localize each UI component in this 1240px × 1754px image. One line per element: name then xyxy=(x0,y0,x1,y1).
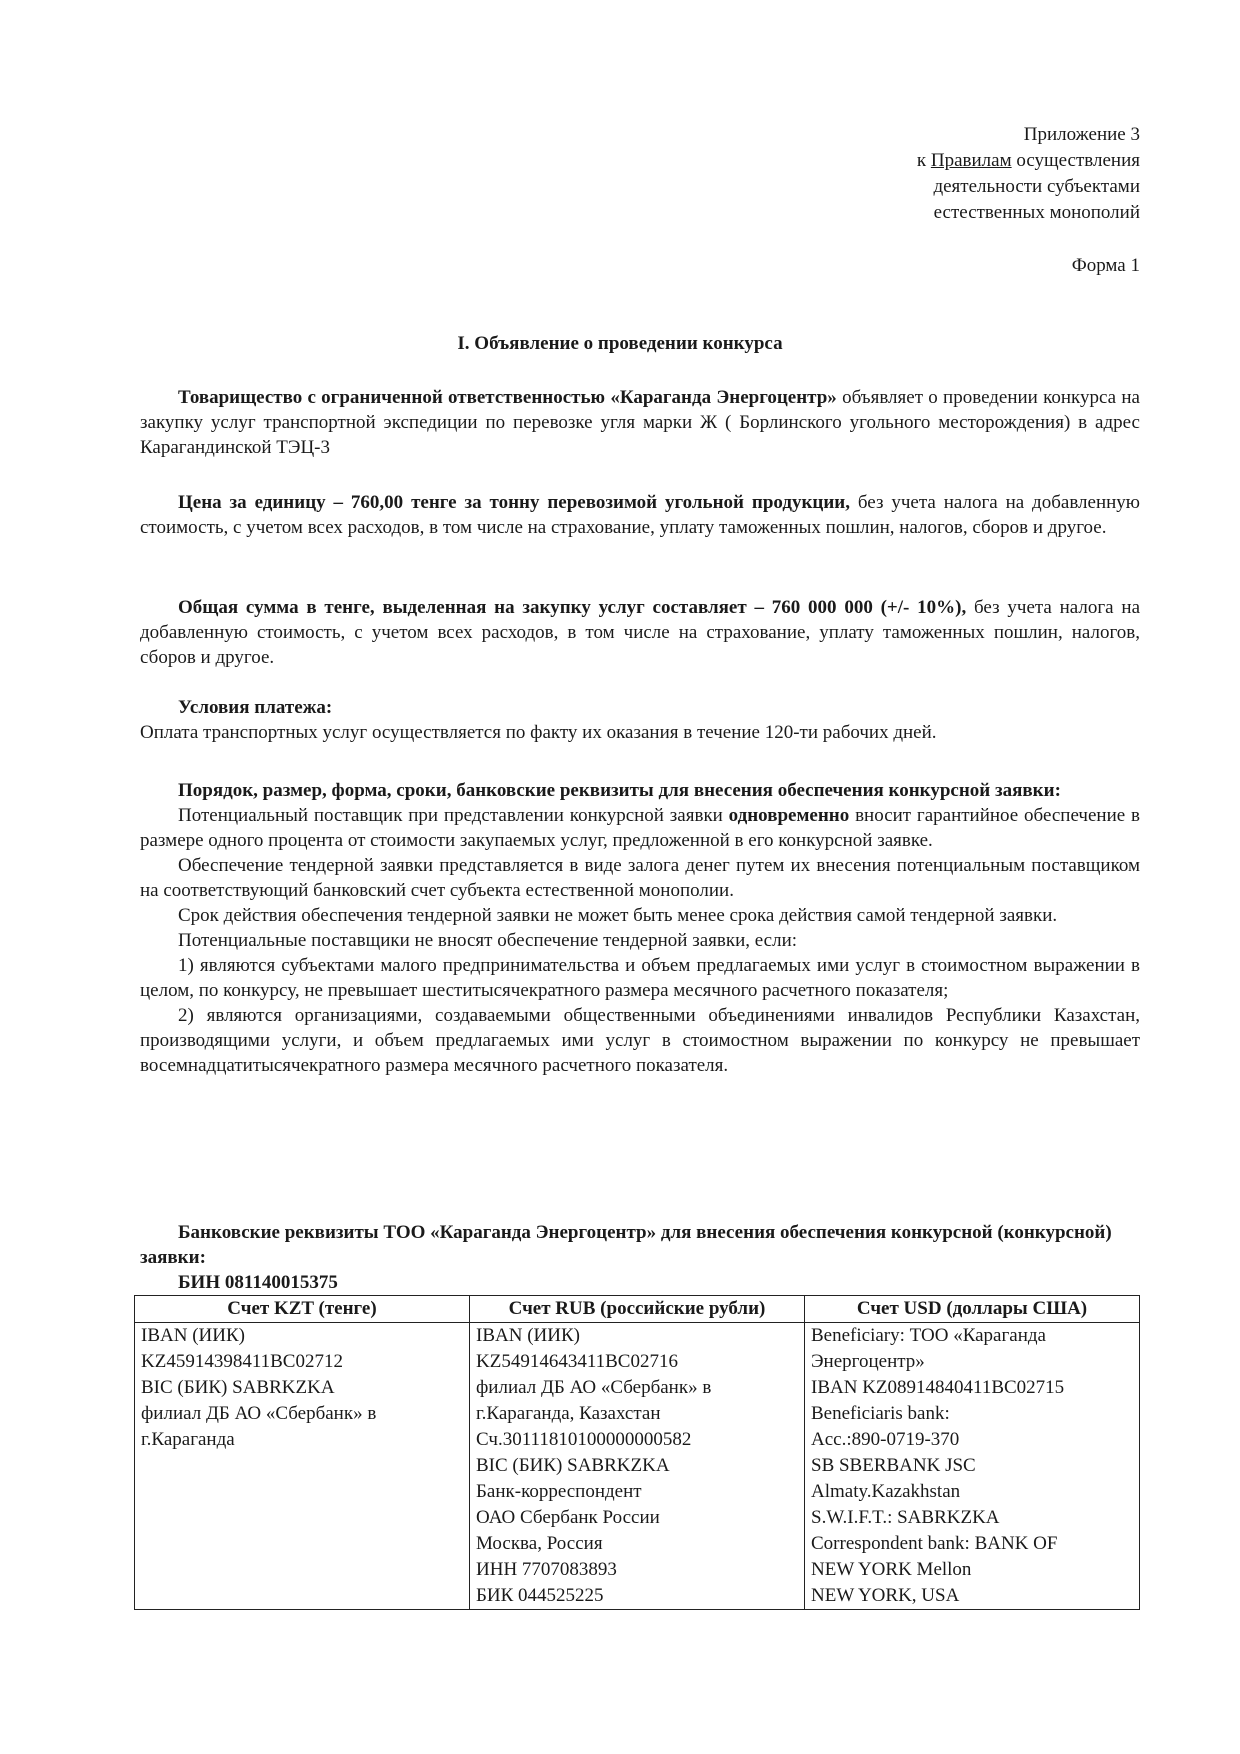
usd-line: SB SBERBANK JSC xyxy=(811,1455,976,1476)
payment-terms-heading: Условия платежа: xyxy=(178,697,333,718)
unit-price-text: без учета налога на добавленную стоимость, с учетом всех расходов, в том числе на страхование, уплату таможенных пошлин, налогов, сборов и другое. xyxy=(140,492,1140,538)
rules-link[interactable]: Правилам xyxy=(930,150,1012,171)
column-header-rub: Счет RUB (российские рубли) xyxy=(470,1296,805,1323)
payment-terms-text: Оплата транспортных услуг осуществляется по факту их оказания в течение 120-ти рабочих дней. xyxy=(140,722,937,743)
usd-line: Acc.:890-0719-370 xyxy=(811,1429,960,1450)
appendix-header xyxy=(917,122,1140,226)
total-sum: Общая сумма в тенге, выделенная на закупку услуг составляет – 760 000 000 (+/- 10%), xyxy=(178,597,967,618)
appendix-line-3: деятельности субъектами xyxy=(933,176,1140,197)
appendix-suffix: осуществления xyxy=(1011,150,1140,171)
announcement-text: объявляет о проведении конкурса на закупку услуг транспортной экспедиции по перевозке угля марки Ж ( Борлинского угольного месторождения) в адрес Карагандинской ТЭЦ-3 xyxy=(140,387,1140,458)
guarantee-heading: Порядок, размер, форма, сроки, банковские реквизиты для внесения обеспечения конкурсной заявки: xyxy=(178,780,1061,801)
rub-line: BIC (БИК) SABRKZKA xyxy=(476,1455,670,1476)
guarantee-section xyxy=(140,778,1140,1078)
exemption-1: 1) являются субъектами малого предпринимательства и объем предлагаемых ими услуг в стоимостном выражении в целом, по конкурсу, не превышает шеститысячекратного размера месячного расчетного показателя; xyxy=(140,955,1140,1001)
total-sum-paragraph xyxy=(140,595,1140,670)
table-header-row xyxy=(135,1296,1140,1323)
usd-line: IBAN KZ08914840411BC02715 xyxy=(811,1377,1065,1398)
column-header-usd: Счет USD (доллары США) xyxy=(805,1296,1140,1323)
usd-line: Correspondent bank: BANK OF xyxy=(811,1533,1058,1554)
rub-line: Сч.30111810100000000582 xyxy=(476,1429,692,1450)
guarantee-sentence-4: Потенциальные поставщики не вносят обеспечение тендерной заявки, если: xyxy=(178,930,798,951)
guarantee-s1a: Потенциальный поставщик при представлении конкурсной заявки xyxy=(178,805,729,826)
unit-price: Цена за единицу – 760,00 тенге за тонну перевозимой угольной продукции, xyxy=(178,492,850,513)
company-name: Товарищество с ограниченной ответственностью «Караганда Энергоцентр» xyxy=(178,387,837,408)
exemption-2: 2) являются организациями, создаваемыми общественными объединениями инвалидов Республики Казахстан, производящими услуги, и объем предлагаемых ими услуг в стоимостном выражении по конкурсу не превышает восемнадцатитысячекратного размера месячного расчетного показателя. xyxy=(140,1005,1140,1076)
guarantee-sentence-2: Обеспечение тендерной заявки представляется в виде залога денег путем их внесения потенциальным поставщиком на соответствующий банковский счет субъекта естественной монополии. xyxy=(140,855,1140,901)
appendix-line-4: естественных монополий xyxy=(933,202,1140,223)
usd-line: Beneficiaris bank: xyxy=(811,1403,950,1424)
kzt-line: г.Караганда xyxy=(141,1429,235,1450)
kzt-line: IBAN (ИИК) xyxy=(141,1325,245,1346)
bank-details-table xyxy=(134,1295,1140,1610)
announcement-paragraph xyxy=(140,385,1140,460)
rub-line: ИНН 7707083893 xyxy=(476,1559,617,1580)
guarantee-sentence-3: Срок действия обеспечения тендерной заявки не может быть менее срока действия самой тендерной заявки. xyxy=(178,905,1058,926)
usd-line: Энергоцентр» xyxy=(811,1351,925,1372)
kzt-line: филиал ДБ АО «Сбербанк» в xyxy=(141,1403,377,1424)
kzt-line: KZ45914398411BC02712 xyxy=(141,1351,343,1372)
guarantee-sentence-1 xyxy=(140,803,1140,853)
rub-line: БИК 044525225 xyxy=(476,1585,604,1606)
bin-number: БИН 081140015375 xyxy=(178,1272,338,1293)
kzt-account-cell xyxy=(135,1323,470,1610)
column-header-kzt: Счет KZT (тенге) xyxy=(135,1296,470,1323)
usd-account-cell xyxy=(805,1323,1140,1610)
usd-line: NEW YORK, USA xyxy=(811,1585,960,1606)
usd-line: NEW YORK Mellon xyxy=(811,1559,972,1580)
rub-line: ОАО Сбербанк России xyxy=(476,1507,660,1528)
guarantee-s1c: вносит гарантийное обеспечение в размере одного процента от стоимости закупаемых услуг, предложенной в его конкурсной заявке. xyxy=(140,805,1140,851)
rub-account-cell xyxy=(470,1323,805,1610)
document-title: I. Объявление о проведении конкурса xyxy=(457,333,783,354)
form-label: Форма 1 xyxy=(1071,255,1140,276)
rub-line: Москва, Россия xyxy=(476,1533,603,1554)
total-sum-text: без учета налога на добавленную стоимость, с учетом всех расходов, в том числе на страхование, уплату таможенных пошлин, налогов, сборов и другое. xyxy=(140,597,1140,668)
rub-line: IBAN (ИИК) xyxy=(476,1325,580,1346)
guarantee-s1b: одновременно xyxy=(728,805,850,826)
appendix-line-2 xyxy=(917,148,1140,174)
usd-line: Beneficiary: ТОО «Караганда xyxy=(811,1325,1046,1346)
appendix-line-1: Приложение 3 xyxy=(1023,124,1140,145)
rub-line: г.Караганда, Казахстан xyxy=(476,1403,661,1424)
payment-terms xyxy=(140,695,1140,745)
usd-line: Almaty.Kazakhstan xyxy=(811,1481,961,1502)
kzt-line: BIC (БИК) SABRKZKA xyxy=(141,1377,335,1398)
rub-line: Банк-корреспондент xyxy=(476,1481,642,1502)
unit-price-paragraph xyxy=(140,490,1140,540)
rub-line: KZ54914643411BC02716 xyxy=(476,1351,678,1372)
usd-line: S.W.I.F.T.: SABRKZKA xyxy=(811,1507,1000,1528)
appendix-prefix: к xyxy=(916,150,931,171)
bank-details-heading: Банковские реквизиты ТОО «Караганда Энергоцентр» для внесения обеспечения конкурсной (конкурсной) заявки: xyxy=(140,1222,1112,1268)
table-row xyxy=(135,1323,1140,1610)
rub-line: филиал ДБ АО «Сбербанк» в xyxy=(476,1377,712,1398)
